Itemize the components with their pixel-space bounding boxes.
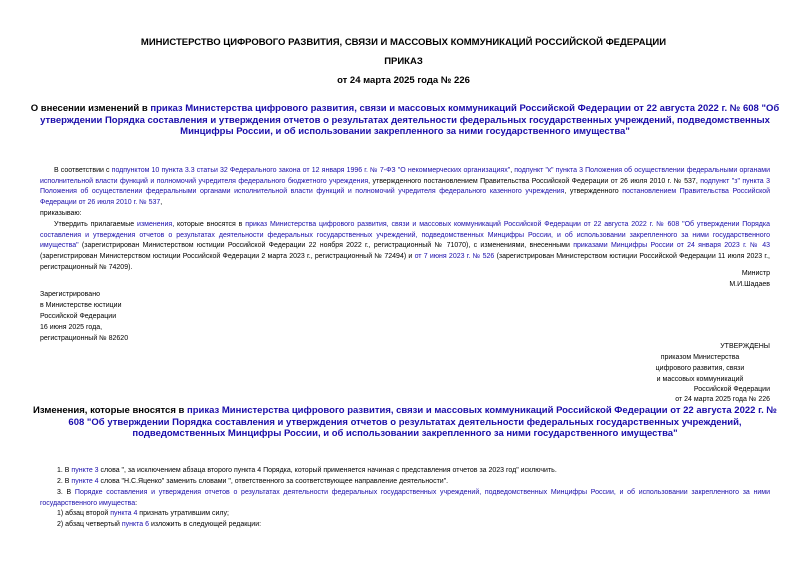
item-2: [57, 477, 448, 488]
approve-link-2[interactable]: приказ Министерства цифрового развития, связи и массовых коммуникаций Российской Федерации от 22 августа 2022 г. № 608 "Об утверждении Порядка составления и утверждения отчетов о результатах деятельности федеральных государственных учреждений, подведомственных Минцифры России, и об использовании закрепленного за ними государственного имущества": [40, 221, 770, 250]
item-3-2: [57, 520, 261, 531]
approved-line-2: приказом Министерства: [660, 354, 740, 361]
approved-line-4: и массовых коммуникаций: [656, 376, 744, 383]
signer-name: М.И.Шадаев: [729, 281, 770, 288]
registration-line-3: Российской Федерации: [40, 313, 117, 320]
preamble-text-3: , утвержденного постановлением Правительства Российской Федерации от 26 июля 2010 г. № 537,: [368, 177, 701, 185]
preamble-link-4[interactable]: постановлением Правительства Российской Федерации от 26 июля 2010 г. № 537: [40, 188, 771, 207]
changes-title: [30, 405, 780, 440]
item-3-1-link[interactable]: пункта 4: [110, 510, 138, 517]
item-3-text-a: 3. В: [57, 489, 75, 496]
approve-text-1: Утвердить прилагаемые: [54, 221, 138, 228]
approve-text-2: , которые вносятся в: [172, 221, 246, 228]
approve-text-5: (зарегистрирован Министерством юстиции Российской Федерации 11 июля 2023 г., регистрационный № 74209).: [40, 253, 771, 271]
approve-text-4: (зарегистрирован Министерством юстиции Российской Федерации 2 марта 2023 г., регистрационный № 72494) и: [40, 253, 415, 261]
approve-link-3[interactable]: приказами Минцифры России от 24 января 2023 г. № 43: [573, 242, 770, 250]
doc-date-number: от 24 марта 2025 года № 226: [337, 75, 470, 86]
item-3-1-text-b: признать утратившим силу;: [137, 510, 229, 517]
approved-line-5: Российской Федерации: [693, 386, 770, 393]
item-3: [40, 488, 770, 509]
registration-line-1: Зарегистрировано: [40, 291, 100, 298]
approved-line-3: цифрового развития, связи: [655, 365, 745, 372]
item-3-1-text-a: 1) абзац второй: [57, 510, 111, 517]
item-2-text-a: 2. В: [57, 478, 72, 485]
approve-paragraph: [40, 220, 770, 274]
item-3-link[interactable]: Порядке составления и утверждения отчетов о результатах деятельности федеральных государственных учреждений, подведомственных Минцифры России, и об использовании закрепленного за ними государственного имущества: [40, 489, 770, 507]
approve-link-4[interactable]: от 7 июня 2023 г. № 526: [414, 253, 495, 261]
preamble-text-1: В соответствии с: [54, 167, 112, 174]
approved-title: УТВЕРЖДЕНЫ: [720, 343, 770, 350]
item-2-text-b: слова "Н.С.Яценко" заменить словами ", ответственного за соответствующее направление деятельности".: [98, 478, 449, 485]
preamble: [40, 166, 770, 209]
doc-type: ПРИКАЗ: [384, 56, 423, 67]
changes-title-prefix: Изменения, которые вносятся в: [33, 405, 187, 416]
signer-position: Министр: [741, 270, 770, 277]
preamble-text-5: ,: [160, 199, 163, 207]
item-3-1: [57, 509, 229, 520]
item-1: [57, 466, 557, 477]
item-3-2-text-b: изложить в следующей редакции:: [149, 521, 262, 528]
preamble-link-1[interactable]: подпунктом 10 пункта 3.3 статьи 32 Федерального закона от 12 января 1996 г. № 7-ФЗ "О некоммерческих организациях": [111, 167, 511, 174]
item-1-text-b: слова ", за исключением абзаца второго пункта 4 Порядка, который применяется начиная с представления отчетов за 2023 год" исключить.: [98, 467, 557, 474]
approved-line-6: от 24 марта 2025 года № 226: [675, 396, 770, 403]
preamble-text-4: , утвержденного: [564, 188, 623, 196]
item-3-text-b: :: [135, 499, 138, 507]
preamble-link-2[interactable]: подпункт "к" пункта 3 Положения об осуществлении федеральными органами исполнительной власти функций и полномочий учредителя федерального бюджетного учреждения: [40, 167, 771, 185]
item-1-text-a: 1. В: [57, 467, 72, 474]
doc-title: [30, 103, 780, 138]
doc-title-prefix: О внесении изменений в: [30, 103, 151, 114]
approve-link-1[interactable]: изменения: [137, 221, 173, 228]
preamble-text-2: ,: [510, 167, 515, 174]
approve-text-3: (зарегистрирован Министерством юстиции Российской Федерации 22 ноября 2022 г., регистрационный № 71070), с изменениями, внесенными: [78, 242, 574, 250]
registration-line-2: в Министерстве юстиции: [40, 302, 122, 309]
item-1-link[interactable]: пункте 3: [71, 467, 99, 474]
changes-title-link[interactable]: приказ Министерства цифрового развития, связи и массовых коммуникаций Российской Федерации от 22 августа 2022 г. № 608 "Об утверждении Порядка составления и утверждения отчетов о результатах деятельности федеральных государственных учреждений, подведомственных Минцифры России, и об использовании закрепленного за ними государственного имущества": [68, 405, 777, 439]
item-3-2-text-a: 2) абзац четвертый: [57, 521, 122, 528]
ministry-name: МИНИСТЕРСТВО ЦИФРОВОГО РАЗВИТИЯ, СВЯЗИ И МАССОВЫХ КОММУНИКАЦИЙ РОССИЙСКОЙ ФЕДЕРАЦИИ: [140, 37, 667, 48]
registration-line-4: 16 июня 2025 года,: [40, 324, 103, 331]
registration-line-5: регистрационный № 82620: [40, 335, 129, 342]
prikazyvayu: приказываю:: [40, 210, 82, 217]
preamble-link-3[interactable]: подпункт "з" пункта 3 Положения об осуществлении федеральными органами исполнительной власти функций и полномочий учредителя федерального казенного учреждения: [40, 177, 770, 196]
item-2-link[interactable]: пункте 4: [71, 478, 99, 485]
item-3-2-link[interactable]: пункта 6: [121, 521, 150, 528]
doc-title-link[interactable]: приказ Министерства цифрового развития, связи и массовых коммуникаций Российской Федерации от 22 августа 2022 г. № 608 "Об утверждении Порядка составления и утверждения отчетов о результатах деятельности федеральных государственных учреждений, подведомственных Минцифры России, и об использовании закрепленного за ними государственного имущества": [40, 103, 780, 137]
